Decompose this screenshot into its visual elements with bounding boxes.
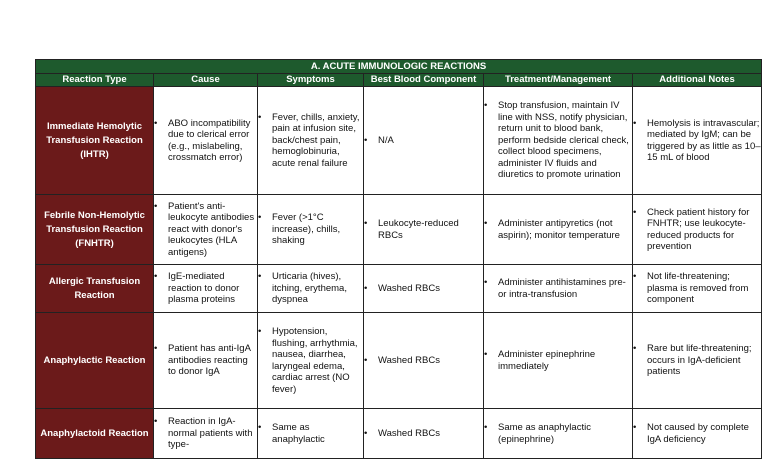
notes-cell: [633, 265, 762, 313]
component-cell: [364, 313, 484, 409]
treatment-text: Same as anaphylactic (epinephrine): [498, 422, 591, 445]
list-item: [633, 422, 761, 445]
component-text: Washed RBCs: [378, 427, 440, 439]
table-row: [36, 409, 762, 459]
section-title: A. ACUTE IMMUNOLOGIC REACTIONS: [36, 60, 762, 74]
list-item: [364, 428, 483, 440]
symptoms-cell: [258, 87, 364, 195]
notes-text: Not life-threatening; plasma is removed from component: [647, 271, 749, 306]
component-cell: [364, 265, 484, 313]
treatment-cell: [484, 87, 633, 195]
treatment-text: Administer epinephrine immediately: [498, 349, 596, 372]
list-item: [258, 212, 363, 247]
column-header: Best Blood Component: [364, 74, 484, 87]
section-header-row: [36, 60, 762, 74]
list-item: [154, 201, 257, 259]
symptoms-text: Urticaria (hives), itching, erythema, dyspnea: [272, 271, 347, 306]
bullet-icon: •: [633, 206, 637, 218]
reaction-type-cell: Anaphylactoid Reaction: [36, 409, 154, 459]
bullet-icon: •: [258, 111, 262, 123]
bullet-icon: •: [364, 427, 368, 439]
bullet-icon: •: [258, 212, 262, 224]
bullet-icon: •: [154, 416, 158, 428]
bullet-icon: •: [633, 271, 637, 283]
treatment-cell: [484, 313, 633, 409]
component-text: Washed RBCs: [378, 354, 440, 366]
bullet-icon: •: [258, 271, 262, 283]
column-header: Symptoms: [258, 74, 364, 87]
cause-cell: [154, 265, 258, 313]
treatment-cell: [484, 265, 633, 313]
bullet-icon: •: [364, 218, 368, 229]
list-item: [258, 112, 363, 170]
list-item: [633, 271, 761, 306]
treatment-cell: [484, 195, 633, 265]
bullet-icon: •: [364, 134, 368, 146]
column-header-row: [36, 74, 762, 87]
list-item: [154, 343, 257, 378]
list-item: [484, 349, 632, 372]
notes-cell: [633, 195, 762, 265]
column-header: Treatment/Management: [484, 74, 633, 87]
cause-text: Reaction in IgA-normal patients with type-: [168, 416, 253, 451]
bullet-icon: •: [364, 354, 368, 366]
notes-cell: [633, 313, 762, 409]
component-text: Washed RBCs: [378, 282, 440, 294]
list-item: [258, 326, 363, 395]
notes-cell: [633, 87, 762, 195]
bullet-icon: •: [633, 343, 637, 355]
cause-cell: [154, 195, 258, 265]
reaction-type-cell: Immediate Hemolytic Transfusion Reaction (IHTR): [36, 87, 154, 195]
table-row: [36, 87, 762, 195]
list-item: [364, 218, 483, 241]
symptoms-text: Fever, chills, anxiety, pain at infusion site, back/chest pain, hemoglobinuria, acute renal failure: [272, 111, 360, 169]
reaction-type-cell: Anaphylactic Reaction: [36, 313, 154, 409]
bullet-icon: •: [484, 277, 488, 288]
symptoms-text: Fever (>1°C increase), chills, shaking: [272, 212, 341, 247]
list-item: [484, 422, 632, 445]
table-row: [36, 313, 762, 409]
list-item: [258, 271, 363, 306]
column-header: Reaction Type: [36, 74, 154, 87]
symptoms-text: Hypotension, flushing, arrhythmia, nausea, diarrhea, laryngeal edema, cardiac arrest (NO fever): [272, 326, 358, 395]
list-item: [154, 118, 257, 164]
list-item: [633, 343, 761, 378]
component-cell: [364, 409, 484, 459]
cause-text: IgE-mediated reaction to donor plasma proteins: [168, 271, 240, 306]
column-header: Additional Notes: [633, 74, 762, 87]
notes-cell: [633, 409, 762, 459]
treatment-cell: [484, 409, 633, 459]
cause-cell: [154, 87, 258, 195]
treatment-text: Administer antihistamines pre- or intra-transfusion: [498, 277, 626, 300]
treatment-text: Administer antipyretics (not aspirin); monitor temperature: [498, 218, 620, 241]
notes-text: Not caused by complete IgA deficiency: [647, 422, 749, 445]
notes-text: Check patient history for FNHTR; use leukocyte-reduced products for prevention: [647, 206, 750, 252]
component-text: N/A: [378, 134, 394, 146]
notes-text: Hemolysis is intravascular; mediated by IgM; can be triggered by as little as 10–15 mL of blood: [647, 117, 761, 163]
bullet-icon: •: [154, 117, 158, 129]
symptoms-cell: [258, 409, 364, 459]
transfusion-reactions-table: [35, 59, 762, 459]
cause-text: Patient's anti-leukocyte antibodies react with donor's leukocytes (HLA antigens): [168, 200, 255, 258]
list-item: [364, 355, 483, 367]
component-cell: [364, 87, 484, 195]
list-item: [154, 271, 257, 306]
list-item: [258, 422, 363, 445]
bullet-icon: •: [364, 282, 368, 294]
list-item: [633, 207, 761, 253]
symptoms-text: Same as anaphylactic: [272, 422, 325, 445]
list-item: [484, 277, 632, 300]
bullet-icon: •: [484, 422, 488, 433]
cause-text: Patient has anti-IgA antibodies reacting to donor IgA: [168, 343, 251, 378]
bullet-icon: •: [258, 422, 262, 433]
table-row: [36, 265, 762, 313]
reaction-type-cell: Febrile Non-Hemolytic Transfusion Reaction (FNHTR): [36, 195, 154, 265]
treatment-text: Stop transfusion, maintain IV line with NSS, notify physician, return unit to blood bank, perform bedside clerical check, collect blood specimens, administer IV fluids and diuretics to promote urination: [498, 100, 629, 181]
list-item: [633, 118, 761, 164]
component-text: Leukocyte-reduced RBCs: [378, 218, 459, 241]
cause-cell: [154, 409, 258, 459]
symptoms-cell: [258, 265, 364, 313]
bullet-icon: •: [154, 343, 158, 355]
component-cell: [364, 195, 484, 265]
column-header: Cause: [154, 74, 258, 87]
cause-text: ABO incompatibility due to clerical error (e.g., mislabeling, crossmatch error): [168, 117, 251, 163]
table-row: [36, 195, 762, 265]
bullet-icon: •: [484, 218, 488, 229]
reaction-type-cell: Allergic Transfusion Reaction: [36, 265, 154, 313]
list-item: [484, 100, 632, 181]
list-item: [364, 135, 483, 147]
symptoms-cell: [258, 195, 364, 265]
list-item: [364, 283, 483, 295]
symptoms-cell: [258, 313, 364, 409]
cause-cell: [154, 313, 258, 409]
bullet-icon: •: [484, 100, 488, 112]
bullet-icon: •: [258, 326, 262, 337]
bullet-icon: •: [154, 200, 158, 212]
bullet-icon: •: [633, 422, 637, 433]
bullet-icon: •: [633, 117, 637, 129]
notes-text: Rare but life-threatening; occurs in IgA-deficient patients: [647, 343, 752, 378]
bullet-icon: •: [154, 271, 158, 283]
list-item: [154, 416, 257, 451]
bullet-icon: •: [484, 349, 488, 360]
list-item: [484, 218, 632, 241]
